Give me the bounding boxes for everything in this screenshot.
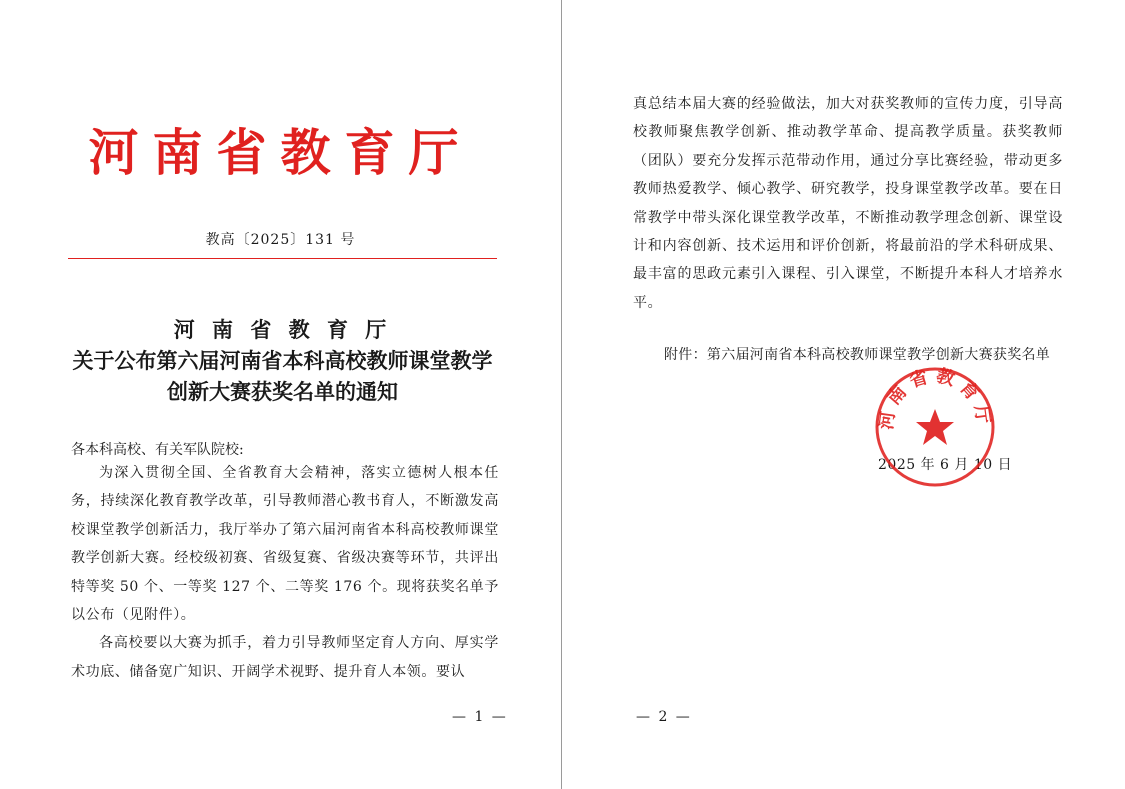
page-number: — 2 — (636, 709, 692, 725)
paragraph: 为深入贯彻全国、全省教育大会精神，落实立德树人根本任务，持续深化教育教学改革，引导教师潜心教书育人，不断激发高校课堂教学创新活力，我厅举办了第六届河南省本科高校教师课堂教学创新大赛。经校级初赛、省级复赛、省级决赛等环节，共评出特等奖 50 个、一等奖 127 个、二等奖 176 个。现将获奖名单予以公布（见附件）。 (71, 465, 499, 624)
agency-header: 河南省教育厅 (88, 123, 473, 182)
salutation: 各本科高校、有关军队院校: (71, 442, 244, 458)
title-line-issuer: 河 南 省 教 育 厅 (173, 317, 392, 342)
body-text-page-2 (633, 90, 1063, 317)
document-page-1 (0, 0, 561, 789)
notice-title (60, 314, 505, 407)
red-separator-line (68, 258, 497, 259)
document-number: 教高〔2025〕131 号 (205, 232, 356, 248)
official-seal-star-icon (873, 365, 997, 489)
body-text-page-1 (71, 459, 499, 686)
title-line-main: 关于公布第六届河南省本科高校教师课堂教学 (72, 348, 493, 373)
paragraph: 真总结本届大赛的经验做法，加大对获奖教师的宣传力度，引导高校教师聚焦教学创新、推动教学革命、提高教学质量。获奖教师（团队）要充分发挥示范带动作用，通过分享比赛经验，带动更多教师热爱教学、倾心教学、研究教学，投身课堂教学改革。要在日常教学中带头深化课堂教学改革，不断推动教学理念创新、课堂设计和内容创新、技术运用和评价创新，将最前沿的学术科研成果、最丰富的思政元素引入课程、引入课堂，不断提升本科人才培养水平。 (633, 96, 1063, 311)
signature-date: 2025 年 6 月 10 日 (878, 457, 1013, 473)
paragraph: 各高校要以大赛为抓手，着力引导教师坚定育人方向、厚实学术功底、储备宽广知识、开阔学术视野、提升育人本领。要认 (71, 635, 499, 680)
seal-text: 河南省教育厅 (875, 365, 995, 431)
page-number: — 1 — (452, 709, 508, 725)
attachment-line: 附件：第六届河南省本科高校教师课堂教学创新大赛获奖名单 (664, 347, 1051, 363)
official-seal (873, 365, 997, 489)
title-line-sub: 创新大赛获奖名单的通知 (167, 379, 398, 404)
